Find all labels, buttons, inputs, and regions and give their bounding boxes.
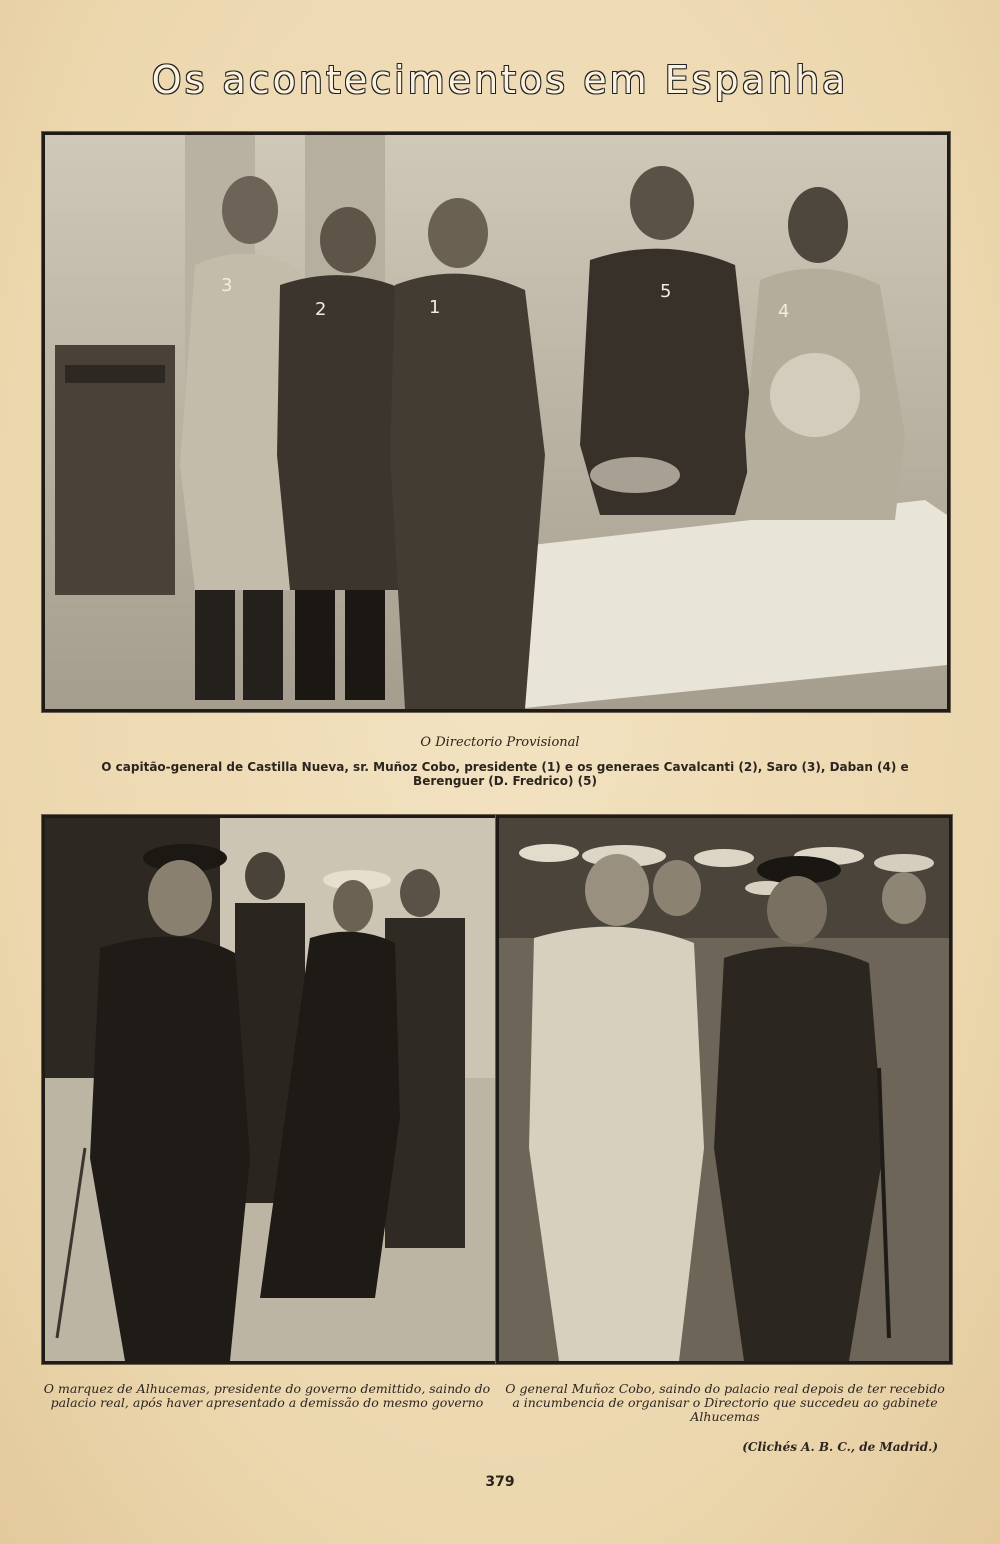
figure-number-5: 5	[660, 281, 672, 302]
top-photo-caption-title: O Directorio Provisional	[420, 735, 580, 750]
photo-illustration	[45, 135, 947, 709]
directorio-group-photo	[42, 132, 950, 712]
figure-number-3: 3	[221, 275, 233, 296]
figure-number-2: 2	[315, 299, 327, 320]
figure-number-1: 1	[429, 297, 441, 318]
page-title: Os acontecimentos em Espanha	[151, 58, 849, 102]
page-number: 379	[485, 1474, 515, 1490]
photo-illustration	[45, 818, 495, 1361]
photo-credit: (Clichés A. B. C., de Madrid.)	[742, 1440, 938, 1454]
figure-number-4: 4	[778, 301, 790, 322]
general-munoz-cobo-photo	[496, 815, 952, 1364]
bottom-right-caption: O general Muñoz Cobo, saindo do palacio real depois de ter recebido a incumbencia de organisar o Directorio que succedeu ao gabinete Alhucemas	[505, 1381, 945, 1424]
marquez-alhucemas-photo	[42, 815, 498, 1364]
bottom-left-caption: O marquez de Alhucemas, presidente do governo demittido, saindo do palacio real, após haver apresentado a demissão do mesmo governo	[43, 1381, 491, 1410]
photo-illustration	[499, 818, 949, 1361]
top-photo-caption: O capitão-general de Castilla Nueva, sr. Muñoz Cobo, presidente (1) e os generaes Cavalcanti (2), Saro (3), Daban (4) e Berenguer (D. Fredrico) (5)	[101, 760, 909, 788]
